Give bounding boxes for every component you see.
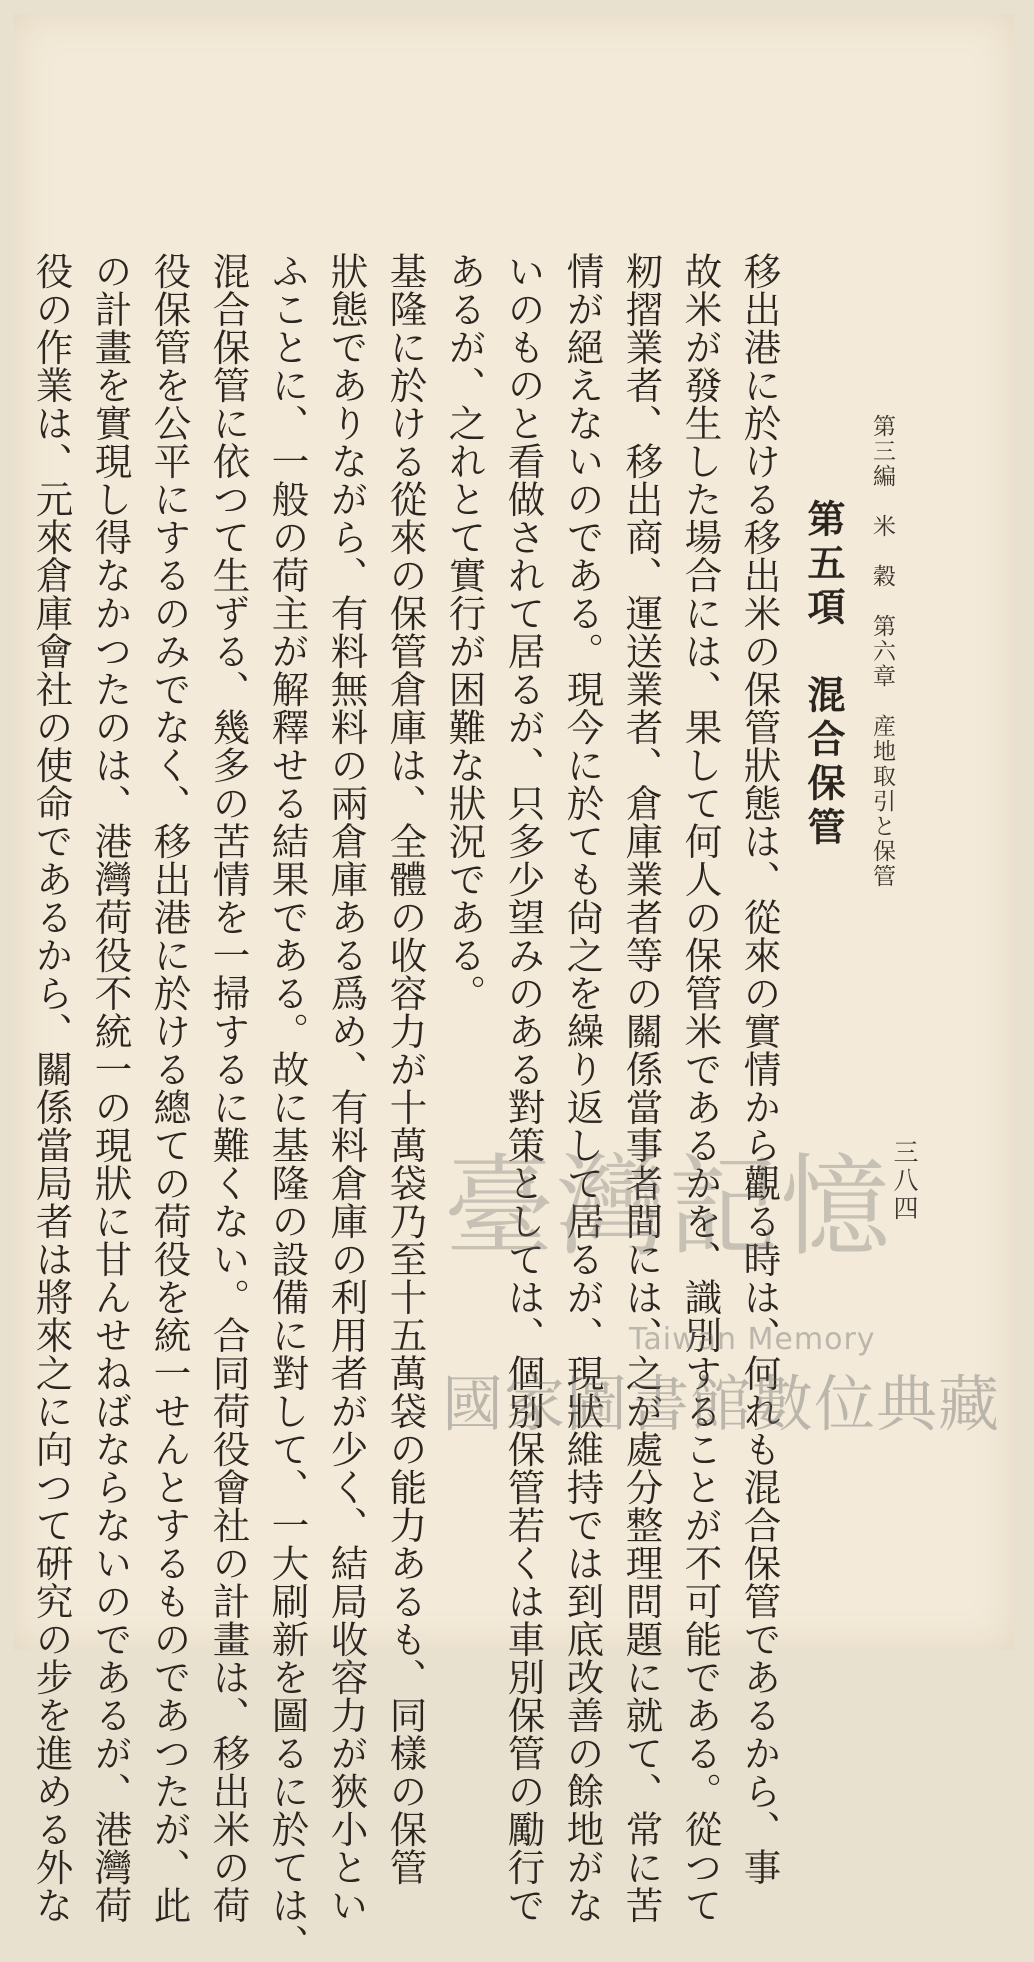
body-column: 役の作業は、元來倉庫會社の使命であるから、關係當局者は將來之に向つて硏究の步を進める外な [29,252,74,1924]
book-page [14,14,1014,1962]
body-column: いのものと看做されて居るが、只多少望みのある對策としては、個別保管若くは車別保管の勵行で [501,252,546,1924]
body-column: あるが、之れとて實行が困難な狀況である。 [442,252,487,1012]
body-column: 情が絕えないのである。現今に於ても尙之を繰り返して居るが、現狀維持では到底改善の餘地がな [560,252,605,1924]
body-column: 役保管を公平にするのみでなく、移出港に於ける總ての荷役を統一せんとするものであつたが、此 [147,252,192,1924]
body-column: の計畫を實現し得なかつたのは、港灣荷役不統一の現狀に甘んせねばならないのであるが、港灣荷 [88,252,133,1924]
watermark-english-text: Taiwan Memory [629,1322,876,1357]
body-column: 移出港に於ける移出米の保管狀態は、從來の實情から觀る時は、何れも混合保管であるから、事 [737,252,782,1886]
body-column: 狀態でありながら、有料無料の兩倉庫ある爲め、有料倉庫の利用者が少く、結局收容力が狹小とい [324,252,369,1924]
body-column: 基隆に於ける從來の保管倉庫は、全體の收容力が十萬袋乃至十五萬袋の能力あるも、同樣の保管 [383,252,428,1886]
page-number: 三八四 [890,1139,919,1223]
section-title: 第五項 混合保管 [801,499,846,851]
body-column: ふことに、一般の荷主が解釋せる結果である。故に基隆の設備に對して、一大刷新を圖るに於ては、 [265,252,310,1962]
watermark-library-text: 國家圖書館數位典藏 [442,1369,1001,1440]
body-column: 故米が發生した場合には、果して何人の保管米であるかを、識別することが不可能である。從つて [678,252,723,1924]
running-title: 第三編 米 穀 第六章 産地取引と保管 [869,414,895,889]
watermark-logo-text: 臺灣記憶 [444,1143,892,1271]
body-column: 籾摺業者、移出商、運送業者、倉庫業者等の關係當事者間には、之が處分整理問題に就て、常に苦 [619,252,664,1924]
body-column: 混合保管に依つて生ずる、幾多の苦情を一掃するに難くない。合同荷役會社の計畫は、移出米の荷 [206,252,251,1924]
